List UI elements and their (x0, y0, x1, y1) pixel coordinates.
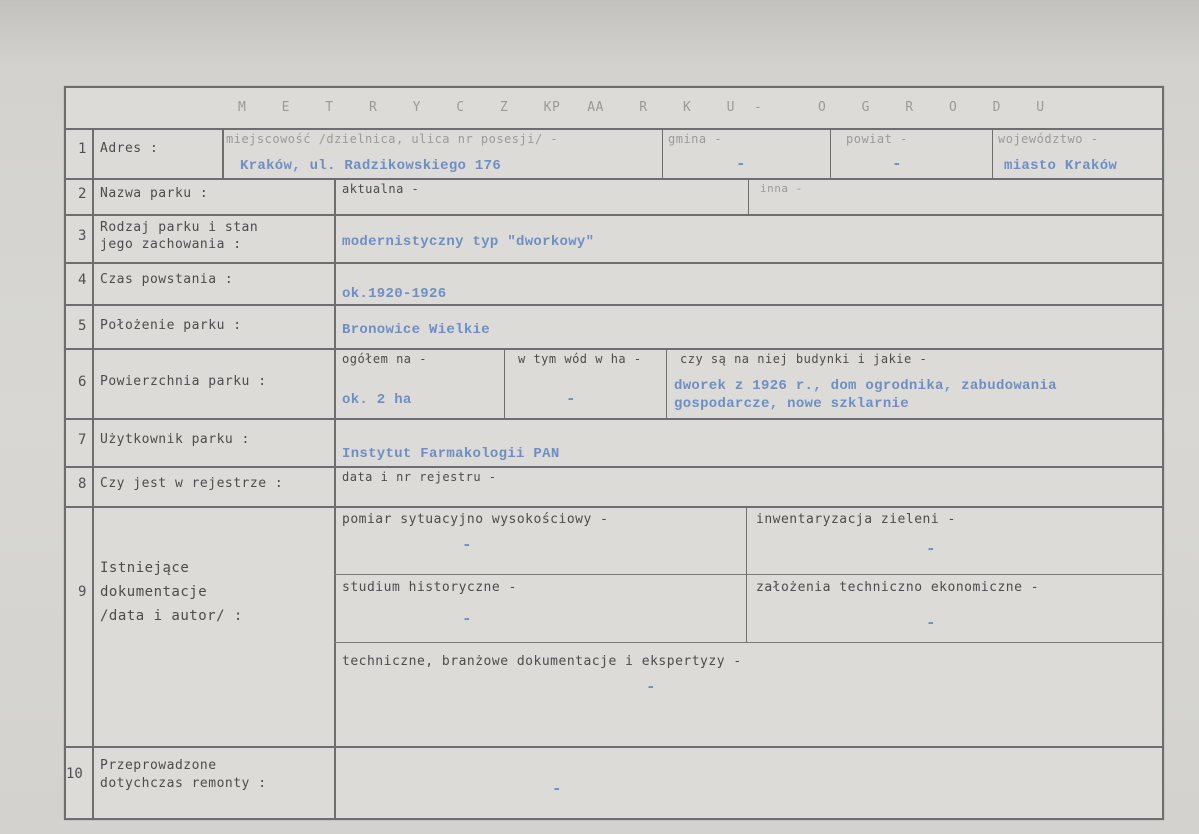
creation-time-value: ok.1920-1926 (342, 286, 447, 302)
divider (334, 214, 336, 262)
park-name-label: Nazwa parku : (100, 186, 209, 201)
creation-time-label: Czas powstania : (100, 272, 234, 287)
address-label: Adres : (100, 141, 159, 156)
form-title-word2: P A R K U (552, 100, 749, 115)
wojewodztwo-sublabel: województwo - (998, 132, 1099, 146)
divider (992, 128, 993, 178)
park-type-label-line2: jego zachowania : (100, 237, 242, 252)
pomiar-sublabel: pomiar sytuacyjno wysokościowy - (342, 512, 609, 527)
budynki-value-line1: dworek z 1926 r., dom ogrodnika, zabudowania (674, 378, 1057, 394)
wody-sublabel: w tym wód w ha - (518, 352, 642, 366)
location-value: Bronowice Wielkie (342, 322, 490, 338)
techniczne-sublabel: techniczne, branżowe dokumentacje i ekspertyzy - (342, 654, 742, 669)
divider (334, 304, 336, 348)
row-number: 7 (78, 432, 87, 448)
zalozenia-sublabel: założenia techniczno ekonomiczne - (756, 580, 1040, 595)
row-creation-time (66, 262, 1162, 306)
row-number: 3 (78, 228, 87, 244)
gmina-sublabel: gmina - (668, 132, 723, 146)
divider (830, 128, 831, 178)
form-title-word3: O G R O D U (818, 100, 1059, 115)
inwentaryzacja-sublabel: inwentaryzacja zieleni - (756, 512, 956, 527)
area-label: Powierzchnia parku : (100, 374, 267, 389)
techniczne-value: - (646, 678, 656, 696)
row-number: 2 (78, 186, 87, 202)
locality-sublabel: miejscowość /dzielnica, ulica nr posesji/ - (226, 132, 559, 146)
divider (334, 262, 336, 304)
divider (334, 348, 336, 418)
row-documentation (66, 506, 1162, 748)
row-number: 1 (78, 141, 87, 157)
divider (334, 178, 336, 214)
row-park-name (66, 178, 1162, 216)
row-registry (66, 466, 1162, 508)
studium-sublabel: studium historyczne - (342, 580, 517, 595)
aktualna-sublabel: aktualna - (342, 182, 420, 196)
wojewodztwo-value: miasto Kraków (1004, 158, 1118, 174)
row-address (66, 128, 1162, 180)
registry-label: Czy jest w rejestrze : (100, 476, 284, 491)
divider (334, 642, 1162, 643)
divider (662, 128, 663, 178)
powiat-value: - (892, 155, 902, 173)
row-park-type (66, 214, 1162, 264)
divider (334, 418, 336, 466)
row-location (66, 304, 1162, 350)
renovations-label-line2: dotychczas remonty : (100, 776, 267, 791)
inna-sublabel: inna - (760, 182, 803, 195)
divider (748, 178, 749, 214)
park-type-label-line1: Rodzaj parku i stan (100, 220, 259, 235)
studium-value: - (462, 610, 472, 628)
address-value: Kraków, ul. Radzikowskiego 176 (240, 158, 502, 174)
gmina-value: - (736, 155, 746, 173)
powiat-sublabel: powiat - (846, 132, 908, 146)
row-renovations (66, 746, 1162, 818)
divider (334, 506, 336, 746)
divider (504, 348, 505, 418)
divider (334, 746, 336, 818)
pomiar-value: - (462, 536, 472, 554)
renovations-label-line1: Przeprowadzone (100, 758, 217, 773)
form-title-row (66, 88, 1162, 130)
divider (334, 574, 1162, 575)
ogolem-sublabel: ogółem na - (342, 352, 427, 366)
user-label: Użytkownik parku : (100, 432, 250, 447)
divider (746, 506, 747, 642)
documentation-label-line2: dokumentacje (100, 584, 208, 600)
zalozenia-value: - (926, 614, 936, 632)
row-number: 10 (66, 766, 83, 782)
ogolem-value: ok. 2 ha (342, 392, 412, 408)
row-area (66, 348, 1162, 420)
documentation-label-line1: Istniejące (100, 560, 190, 576)
row-number: 9 (78, 584, 87, 600)
budynki-sublabel: czy są na niej budynki i jakie - (680, 352, 928, 366)
documentation-label-line3: /data i autor/ : (100, 608, 243, 624)
row-user (66, 418, 1162, 468)
registry-sublabel: data i nr rejestru - (342, 470, 497, 484)
form-title-word1: M E T R Y C Z K A (238, 100, 610, 115)
row-number: 5 (78, 318, 87, 334)
form-title-dash: - (754, 100, 763, 115)
location-label: Położenie parku : (100, 318, 242, 333)
divider (222, 128, 224, 178)
renovations-value: - (552, 780, 562, 798)
row-number: 6 (78, 374, 87, 390)
budynki-value-line2: gospodarcze, nowe szklarnie (674, 396, 909, 412)
inwentaryzacja-value: - (926, 540, 936, 558)
park-type-value: modernistyczny typ "dworkowy" (342, 234, 595, 250)
row-number: 4 (78, 272, 87, 288)
divider (334, 466, 336, 506)
divider (666, 348, 667, 418)
user-value: Instytut Farmakologii PAN (342, 446, 560, 462)
wody-value: - (566, 390, 576, 408)
row-number: 8 (78, 476, 87, 492)
park-registry-form (64, 86, 1164, 820)
